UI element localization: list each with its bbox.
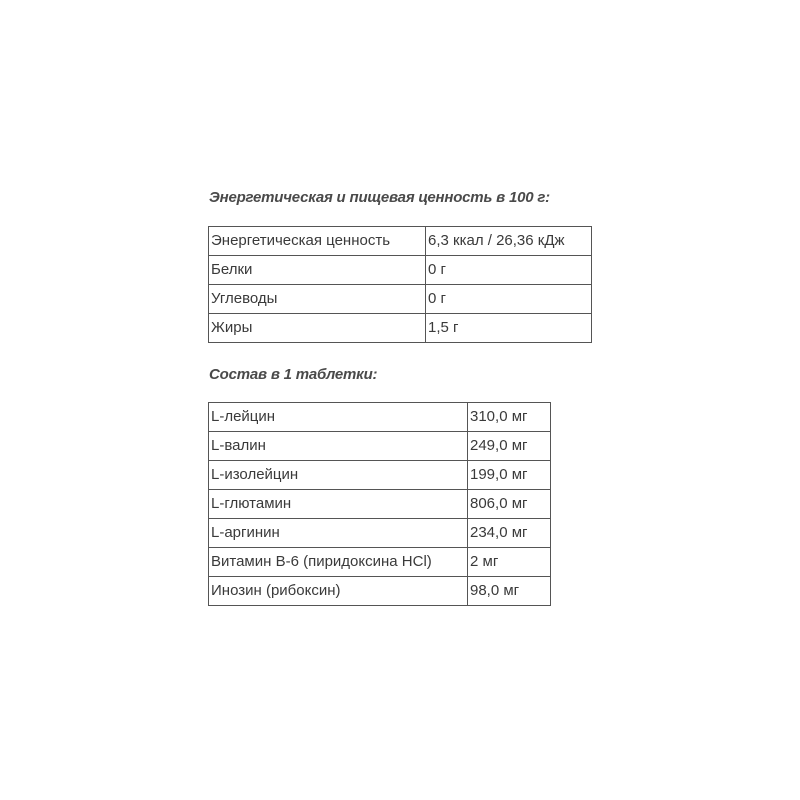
nutrition-table — [208, 226, 592, 343]
table-row — [209, 548, 551, 577]
ingredient-name: L-лейцин — [209, 403, 468, 432]
table-row — [209, 403, 551, 432]
table-row — [209, 432, 551, 461]
ingredient-name: L-изолейцин — [209, 461, 468, 490]
nutrient-name: Жиры — [209, 314, 426, 343]
table-row — [209, 256, 592, 285]
nutrient-value: 6,3 ккал / 26,36 кДж — [426, 227, 592, 256]
composition-table — [208, 402, 551, 606]
ingredient-amount: 310,0 мг — [468, 403, 551, 432]
table-row — [209, 577, 551, 606]
ingredient-amount: 249,0 мг — [468, 432, 551, 461]
ingredient-amount: 199,0 мг — [468, 461, 551, 490]
ingredient-amount: 806,0 мг — [468, 490, 551, 519]
composition-section-title: Состав в 1 таблетки: — [209, 366, 378, 383]
ingredient-name: L-глютамин — [209, 490, 468, 519]
table-row — [209, 314, 592, 343]
nutrient-name: Углеводы — [209, 285, 426, 314]
ingredient-name: L-аргинин — [209, 519, 468, 548]
ingredient-name: L-валин — [209, 432, 468, 461]
ingredient-amount: 98,0 мг — [468, 577, 551, 606]
table-row — [209, 461, 551, 490]
table-row — [209, 519, 551, 548]
nutrient-value: 0 г — [426, 285, 592, 314]
ingredient-name: Инозин (рибоксин) — [209, 577, 468, 606]
ingredient-amount: 234,0 мг — [468, 519, 551, 548]
nutrient-value: 1,5 г — [426, 314, 592, 343]
ingredient-name: Витамин В-6 (пиридоксина HCl) — [209, 548, 468, 577]
nutrient-value: 0 г — [426, 256, 592, 285]
table-row — [209, 490, 551, 519]
energy-section-title: Энергетическая и пищевая ценность в 100 г: — [209, 189, 550, 206]
table-row — [209, 227, 592, 256]
table-row — [209, 285, 592, 314]
nutrient-name: Белки — [209, 256, 426, 285]
ingredient-amount: 2 мг — [468, 548, 551, 577]
nutrient-name: Энергетическая ценность — [209, 227, 426, 256]
